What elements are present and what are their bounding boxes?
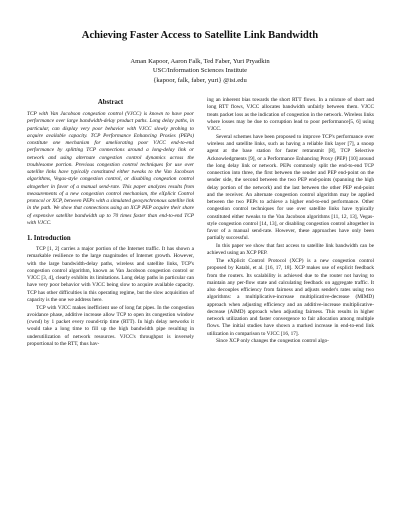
author-block	[0, 57, 400, 85]
left-column	[27, 98, 194, 348]
abstract-text: TCP with Van Jacobson congestion control (VJCC) is known to have poor performance over large bandwidth-delay product paths. Long delay paths, in particular, can display very poor behavior with VJCC slowly probing to acquire available capacity. TCP Performance Enhancing Proxies (PEPs) constitute one mechanism for ameliorating poor VJCC end-to-end performance by splitting TCP connections around a long-delay link or network and using alternate congestion control dynamics across the troublesome portion. Previous congestion control techniques for use over satellite links have typically constituted either tweaks to the Van Jacobson algorithms, Vegas-style congestion control, or disabling congestion control altogether in favor of a manual send-rate. This paper analyzes results from measurements of a new congestion control mechanism, the eXplicit Control protocol or XCP, between PEPs with a simulated geosynchronous satellite link in the path. We show that connections using an XCP PEP acquire their share of expensive satellite bandwidth up to 70 times faster than end-to-end TCP with VJCC.	[27, 111, 194, 226]
right-paragraph-5: Since XCP only changes the congestion control algo-	[216, 338, 329, 345]
right-paragraph-4: The eXplicit Control Protocol (XCP) is a new congestion control proposed by Katabi, et al. [16, 17, 18]. XCP makes use of explicit feedback from the routers. Its scalability is achieved due to the router not having to maintain any per-flow state and calculating feedback on aggregate traffic. It also decouples efficiency from fairness and adjusts sender's rates using two algorithms: a multiplicative-increase multiplicative-decrease (MIMD) approach when adjusting efficiency and an additive-increase multiplicative-decrease (AIMD) approach when adjusting fairness. This results in higher network utilization and faster convergence to fair allocation among multiple flows. The initial studies have shown a marked increase in end-to-end link utilization in comparison to VJCC [16, 17].	[207, 258, 374, 337]
section-heading-introduction: 1. Introduction	[27, 235, 71, 242]
right-paragraph-1: ing an inherent bias towards the short RTT flows. In a mixture of short and long RTT flows, VJCC allocates bandwidth unfairly between them. VJCC treats packet loss as the indication of congestion in the network. Wireless links where losses may be due to corruption lead to poor performance[5, 6] using VJCC.	[207, 97, 374, 132]
right-column	[207, 97, 374, 346]
right-paragraph-3: In this paper we show that fast access to satellite link bandwidth can be achieved using an XCP PEP.	[207, 243, 374, 257]
author-names: Aman Kapoor, Aaron Falk, Ted Faber, Yuri Pryadkin	[130, 58, 270, 65]
author-emails: {kapoor, falk, faber, yuri} @isi.edu	[153, 76, 247, 84]
intro-paragraph-1: TCP [1, 2] carries a major portion of the Internet traffic. It has shown a remarkable resilience to the large magnitudes of Internet growth. However, with the large bandwidth-delay paths, wireless and satellite links, TCP's congestion control algorithm, known as Van Jacobson congestion control or VJCC [3, 4], clearly exhibits its limitations. Long delay paths in particular can have very poor behavior with VJCC being slow to acquire available capacity. TCP has other difficulties in this operating regime, but the slow acquisition of capacity is the one we address here.	[27, 246, 194, 303]
abstract-heading: Abstract	[97, 99, 124, 106]
paper-title: Achieving Faster Access to Satellite Link Bandwidth	[81, 30, 319, 41]
right-paragraph-2: Several schemes have been proposed to improve TCP's performance over wireless and satellite links, such as having a reliable link layer [7], a snoop agent at the base station for faster retransmit [8], TCP Selective Acknowledgments [9], or a Performance Enhancing Proxy (PEP) [10] around the long delay link or network. PEPs commonly split the end-to-end TCP connection into three, the first between the sender and PEP end-point on the sender side, the second between the two PEP end-points (spanning the high delay portion of the network) and the last between the other PEP end-point and the receiver. An alternate congestion control algorithm may be applied between the two PEPs to achieve a higher end-to-end performance. Other congestion control techniques for use over satellite links have typically constituted either tweaks to the Van Jacobson algorithms [11, 12, 13], Vegas-style congestion control [14, 13], or disabling congestion control altogether in favor of a manual send-rate. However, these approaches have only been partially successful.	[207, 133, 374, 242]
author-affiliation: USC/Information Sciences Institute	[152, 67, 248, 75]
intro-paragraph-2: TCP with VJCC makes inefficient use of long fat pipes. In the congestion avoidance phase, additive increase allow TCP to open its congestion window (cwnd) by 1 packet every round-trip time (RTT). In high delay networks it would take a long time to fill up the high bandwidth pipe resulting in underutilization of network resources. VJCC's throughput is inversely proportional to the RTT, thus hav-	[27, 304, 194, 347]
